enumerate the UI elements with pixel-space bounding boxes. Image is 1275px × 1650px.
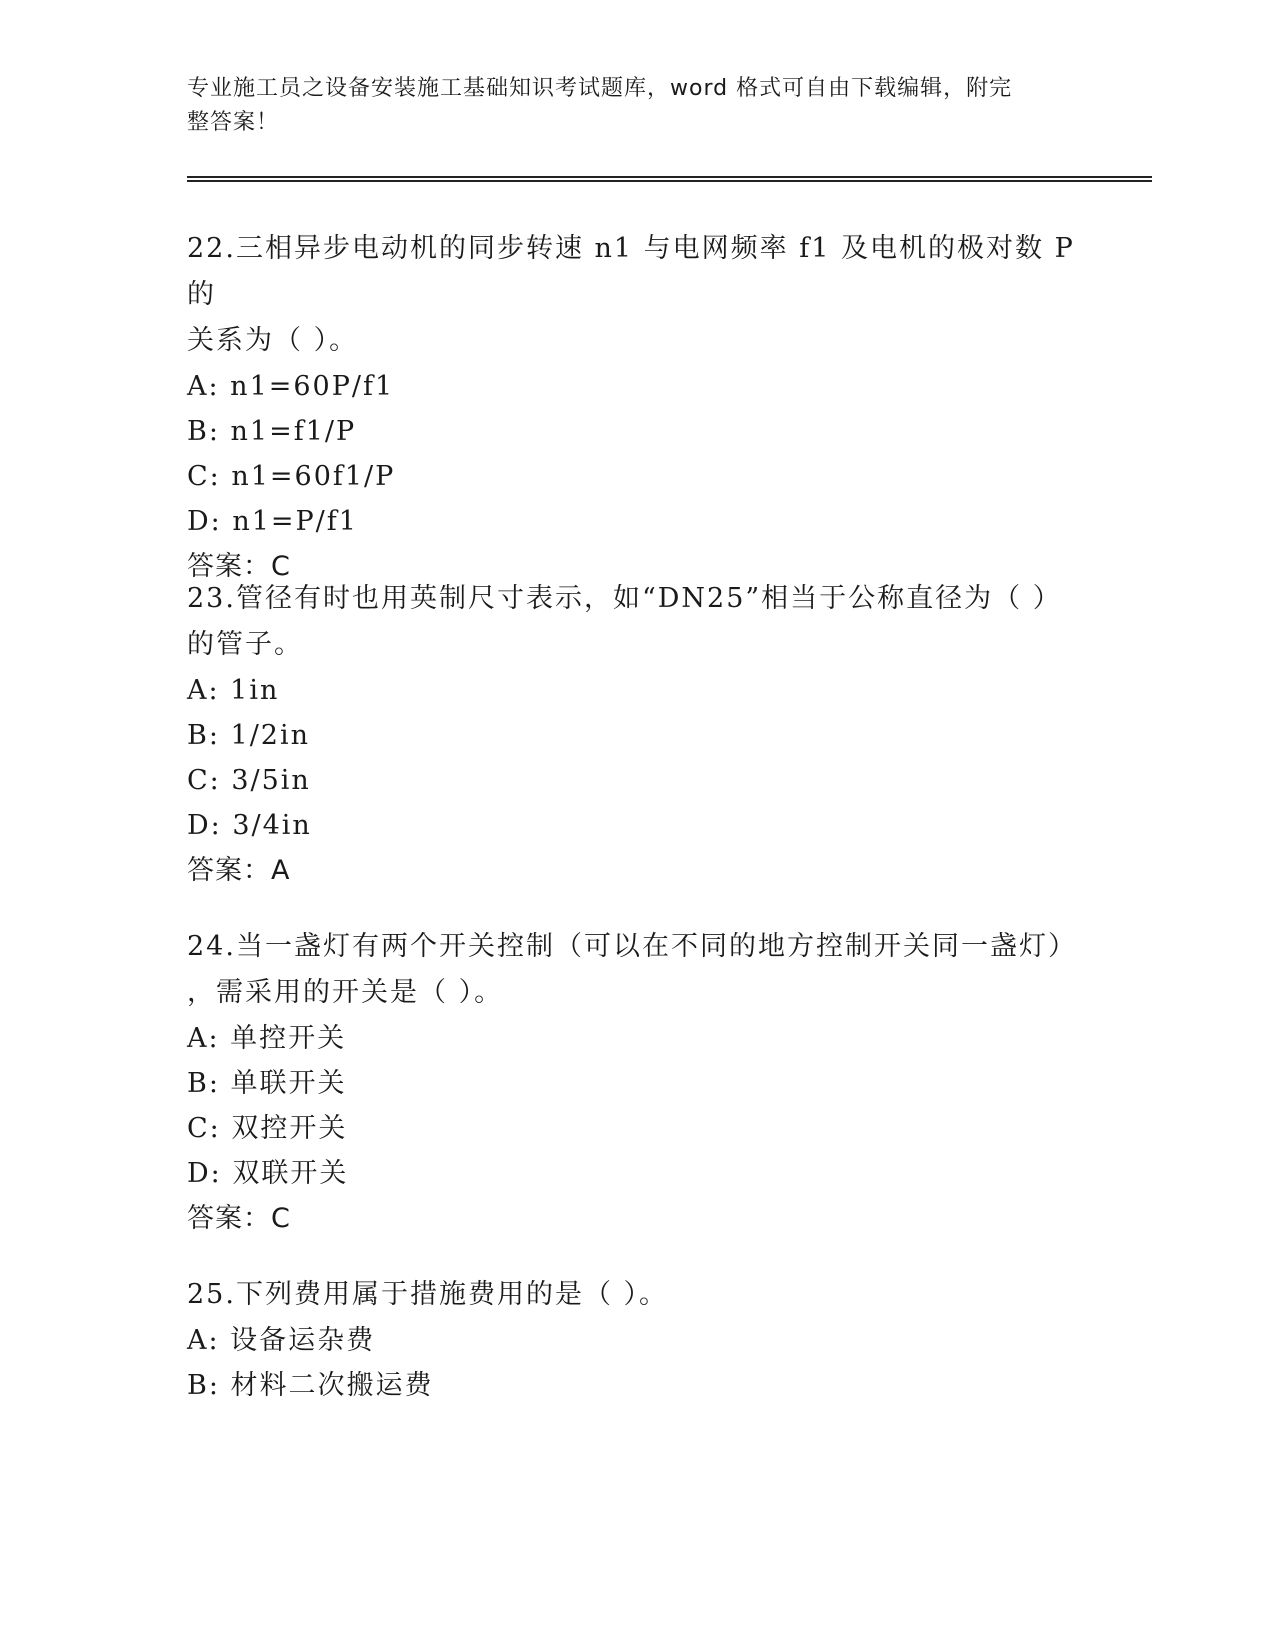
option-d: D: n1=P/f1	[187, 506, 358, 537]
option-b: B: 1/2in	[187, 720, 310, 751]
option-d: D: 双联开关	[187, 1158, 349, 1189]
option-c: C: n1=60f1/P	[187, 461, 396, 492]
option-d: D: 3/4in	[187, 810, 312, 841]
option-b: B: 单联开关	[187, 1068, 347, 1099]
question-stem-line-2: 的管子。	[187, 629, 303, 660]
question-22	[187, 226, 1087, 590]
question-stem-line-2: 关系为（ ）。	[187, 325, 359, 356]
option-b: B: 材料二次搬运费	[187, 1370, 434, 1401]
answer: 答案：C	[187, 551, 291, 582]
question-stem-line-1: 24.当一盏灯有两个开关控制（可以在不同的地方控制开关同一盏灯）	[187, 931, 1077, 962]
document-header	[187, 72, 1087, 140]
answer: 答案：A	[187, 855, 291, 886]
option-a: A: 单控开关	[187, 1023, 347, 1054]
question-stem-line-1: 23.管径有时也用英制尺寸表示，如“DN25”相当于公称直径为（ ）	[187, 583, 1062, 614]
option-a: A: 设备运杂费	[187, 1325, 376, 1356]
question-24	[187, 924, 1087, 1242]
header-double-rule	[187, 176, 1152, 182]
option-c: C: 双控开关	[187, 1113, 348, 1144]
option-a: A: 1in	[187, 675, 280, 706]
option-b: B: n1=f1/P	[187, 416, 357, 447]
question-stem-line-1: 25.下列费用属于措施费用的是（ ）。	[187, 1279, 669, 1310]
question-25	[187, 1272, 1087, 1408]
header-line-2: 整答案！	[187, 110, 280, 135]
option-c: C: 3/5in	[187, 765, 311, 796]
answer: 答案：C	[187, 1203, 291, 1234]
question-stem-line-2: ，需采用的开关是（ ）。	[187, 977, 504, 1008]
header-line-1: 专业施工员之设备安装施工基础知识考试题库，word 格式可自由下载编辑，附完	[187, 76, 1013, 101]
question-stem-line-1: 22.三相异步电动机的同步转速 n1 与电网频率 f1 及电机的极对数 P 的	[187, 233, 1075, 310]
option-a: A: n1=60P/f1	[187, 371, 395, 402]
question-23	[187, 576, 1087, 894]
